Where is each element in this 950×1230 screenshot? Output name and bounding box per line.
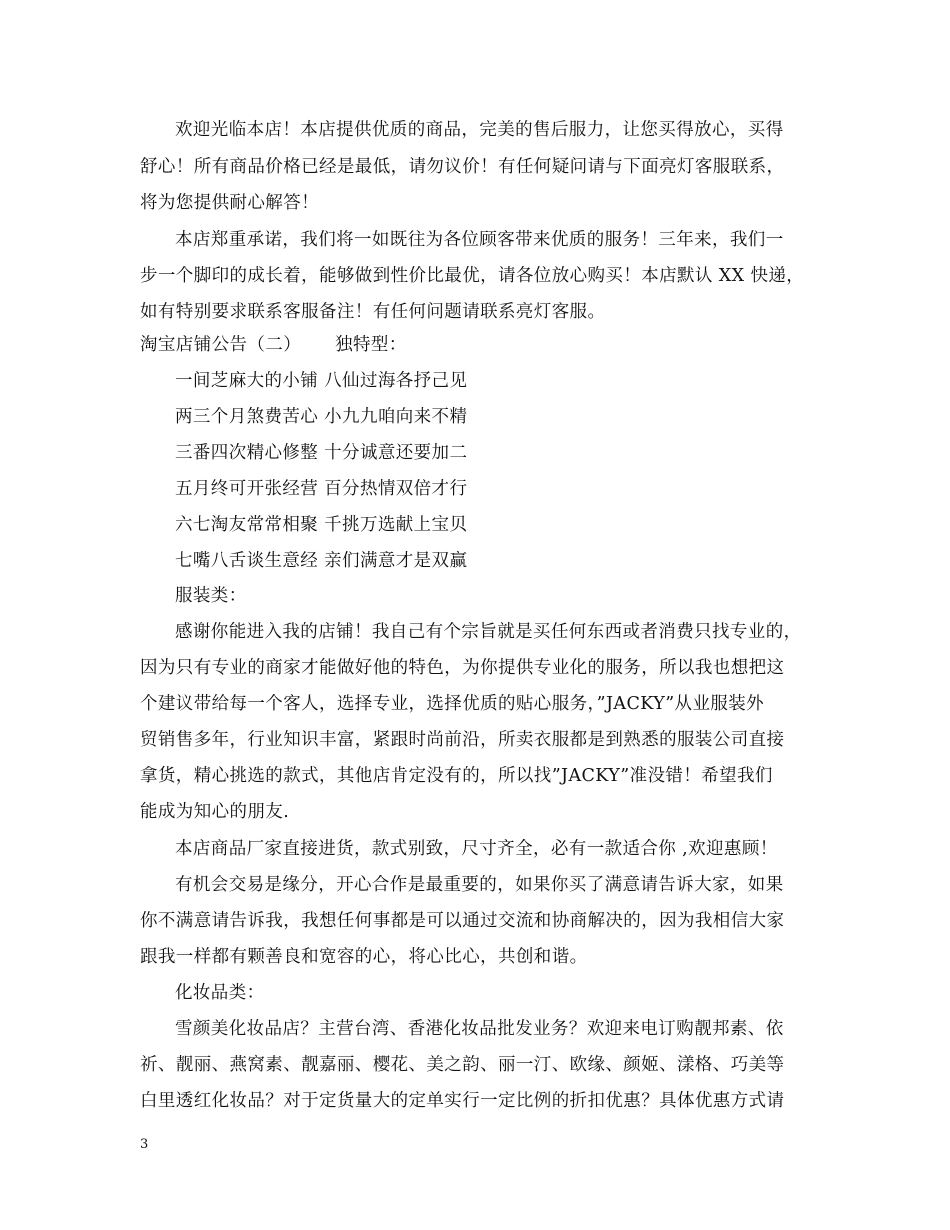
verse-line: 一间芝麻大的小铺 八仙过海各抒己见 (175, 371, 468, 391)
paragraph-line: 如有特别要求联系客服备注！有任何问题请联系亮灯客服。 (140, 302, 606, 322)
paragraph-line: 你不满意请告诉我，我想任何事都是可以通过交流和协商解决的，因为我相信大家 (140, 911, 785, 931)
verse-line: 两三个月煞费苦心 小九九咱向来不精 (175, 407, 468, 427)
page-number: 3 (140, 1137, 149, 1152)
paragraph-line: 拿货，精心挑选的款式，其他店肯定没有的，所以找”JACKY”准没错！希望我们 (140, 766, 773, 786)
paragraph-line: 个建议带给每一个客人，选择专业，选择优质的贴心服务，”JACKY”从业服装外 (140, 694, 765, 714)
paragraph-line: 将为您提供耐心解答！ (140, 193, 319, 213)
paragraph-line: 欢迎光临本店！本店提供优质的商品，完美的售后服力，让您买得放心，买得 (175, 120, 784, 140)
category-heading: 化妆品类： (175, 983, 265, 1003)
category-heading: 服装类： (175, 586, 247, 606)
paragraph-line: 步一个脚印的成长着，能够做到性价比最优，请各位放心购买！本店默认 XX 快递， (140, 266, 805, 286)
paragraph-line: 因为只有专业的商家才能做好他的特色，为你提供专业化的服务，所以我也想把这 (140, 658, 785, 678)
section-subtitle: 独特型： (335, 335, 407, 355)
paragraph-line: 感谢你能进入我的店铺！我自己有个宗旨就是买任何东西或者消费只找专业的， (175, 622, 802, 642)
paragraph-line: 本店商品厂家直接进货，款式别致，尺寸齐全，必有一款适合你 ,欢迎惠顾！ (175, 839, 778, 859)
paragraph-line: 雪颜美化妆品店？主营台湾、香港化妆品批发业务？欢迎来电订购靓邦素、依 (175, 1019, 784, 1039)
paragraph-line: 白里透红化妆品？对于定货量大的定单实行一定比例的折扣优惠？具体优惠方式请 (140, 1091, 785, 1111)
verse-line: 六七淘友常常相聚 千挑万选献上宝贝 (175, 515, 468, 535)
paragraph-line: 贸销售多年，行业知识丰富，紧跟时尚前沿，所卖衣服都是到熟悉的服装公司直接 (140, 730, 785, 750)
verse-line: 三番四次精心修整 十分诚意还要加二 (175, 443, 468, 463)
paragraph-line: 本店郑重承诺，我们将一如既往为各位顾客带来优质的服务！三年来，我们一 (175, 230, 784, 250)
verse-line: 七嘴八舌谈生意经 亲们满意才是双赢 (175, 551, 468, 571)
section-title: 淘宝店铺公告（二） (140, 335, 302, 355)
section-heading-line (140, 333, 820, 357)
paragraph-line: 有机会交易是缘分，开心合作是最重要的，如果你买了满意请告诉大家，如果 (175, 875, 784, 895)
paragraph-line: 舒心！所有商品价格已经是最低，请勿议价！有任何疑问请与下面亮灯客服联系， (140, 157, 785, 177)
verse-line: 五月终可开张经营 百分热情双倍才行 (175, 479, 468, 499)
paragraph-line: 祈、靓丽、燕窝素、靓嘉丽、樱花、美之韵、丽一汀、欧缘、颜姬、漾格、巧美等 (140, 1055, 785, 1075)
paragraph-line: 跟我一样都有颗善良和宽容的心，将心比心，共创和谐。 (140, 947, 588, 967)
paragraph-line: 能成为知心的朋友. (140, 802, 290, 822)
